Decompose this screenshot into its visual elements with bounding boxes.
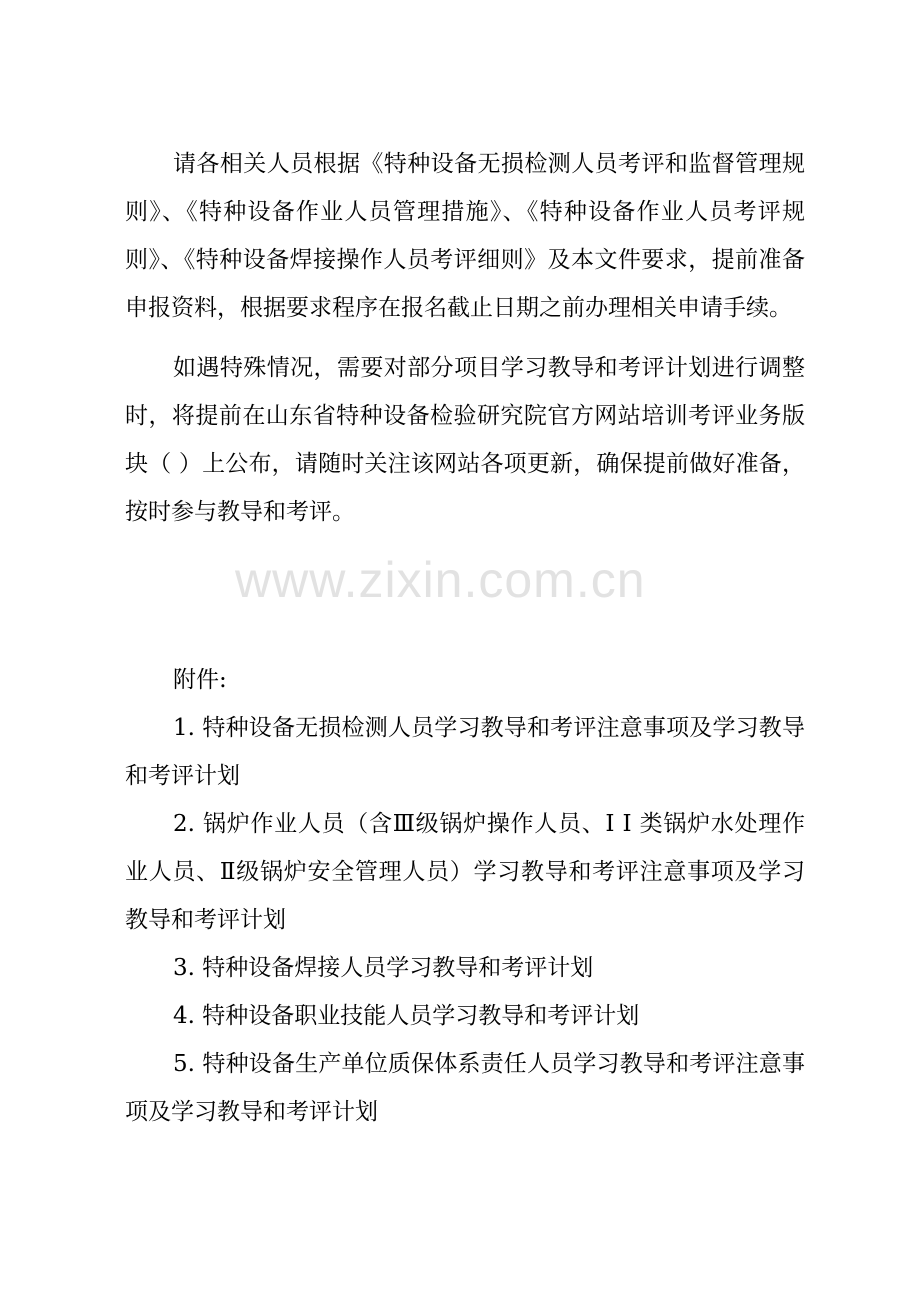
attachments-label: 附件:: [173, 667, 227, 693]
attachment-item-1: 1. 特种设备无损检测人员学习教导和考评注意事项及学习教导和考评计划: [125, 715, 805, 789]
document-page: [125, 140, 805, 1136]
paragraph-application-notice: 请各相关人员根据《特种设备无损检测人员考评和监督管理规则》、《特种设备作业人员管理措施》、《特种设备作业人员考评规则》、《特种设备焊接操作人员考评细则》及本文件要求，提前准备申报资料，根据要求程序在报名截止日期之前办理相关申请手续。: [125, 151, 805, 321]
attachment-item-2: 2. 锅炉作业人员（含Ⅲ级锅炉操作人员、I I 类锅炉水处理作业人员、Ⅱ级锅炉安全管理人员）学习教导和考评注意事项及学习教导和考评计划: [125, 811, 805, 933]
attachment-item-3: 3. 特种设备焊接人员学习教导和考评计划: [173, 955, 594, 981]
attachment-item-5: 5. 特种设备生产单位质保体系责任人员学习教导和考评注意事项及学习教导和考评计划: [125, 1051, 805, 1125]
watermark-text: www.zixin.com.cn: [235, 552, 646, 608]
attachment-item-4: 4. 特种设备职业技能人员学习教导和考评计划: [173, 1003, 640, 1029]
paragraph-adjustment-notice: 如遇特殊情况，需要对部分项目学习教导和考评计划进行调整时，将提前在山东省特种设备检验研究院官方网站培训考评业务版块（ ）上公布，请随时关注该网站各项更新，确保提前做好准备，按时参与教导和考评。: [125, 355, 805, 525]
paragraph-spacer: [125, 332, 805, 344]
watermark-area: [125, 536, 805, 656]
